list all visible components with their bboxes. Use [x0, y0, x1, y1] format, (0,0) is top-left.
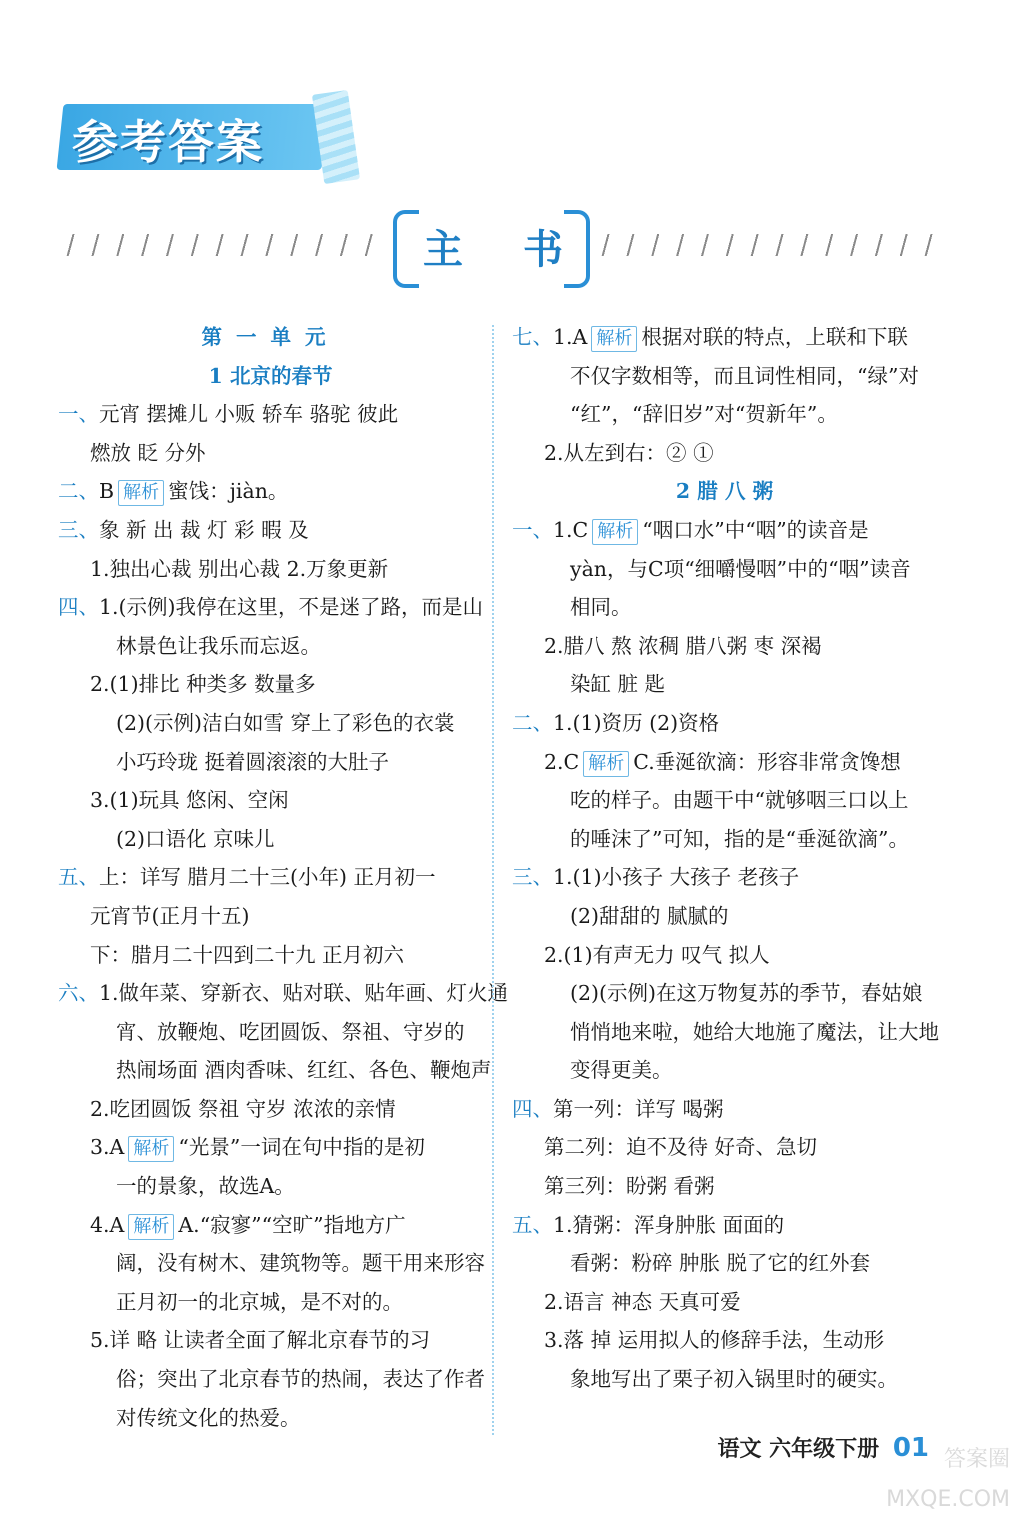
answer-text: 燃放 眨 分外: [90, 440, 206, 465]
answer-text: 正月初一的北京城，是不对的。: [116, 1289, 403, 1314]
answer-text: 阔，没有树木、建筑物等。题干用来形容: [116, 1251, 485, 1276]
answer-text: 一的景象，故选A。: [116, 1174, 295, 1199]
answer-text: 2.腊八 熬 浓稠 腊八粥 枣 深褐: [544, 633, 822, 658]
answer-line: [58, 1399, 483, 1438]
answer-text: 第三列：盼粥 看粥: [544, 1174, 715, 1199]
answer-line: [512, 1013, 937, 1052]
answer-line: [58, 1128, 483, 1167]
answer-text: 1.猜粥：浑身肿胀 面面的: [553, 1212, 785, 1237]
answer-text: 小巧玲珑 挺着圆滚滚的大肚子: [116, 749, 390, 774]
analysis-tag: 解析: [118, 480, 164, 506]
answer-line: [512, 357, 937, 396]
banner-ribbon: [312, 90, 360, 184]
answer-text: B: [99, 479, 115, 504]
answer-line: [58, 743, 483, 782]
answer-text: 2.C: [544, 749, 580, 774]
answer-text: 1.C: [553, 517, 589, 542]
answer-line: [58, 858, 483, 897]
answer-line: [512, 936, 937, 975]
answer-line: [512, 1167, 937, 1206]
answer-line: [58, 511, 483, 550]
answer-line: [58, 1283, 483, 1322]
answer-line: [512, 1090, 937, 1129]
answer-line: [512, 1321, 937, 1360]
answer-line: [512, 1360, 937, 1399]
answer-text: (2)口语化 京味儿: [116, 826, 275, 851]
answer-text: “红”，“辞旧岁”对“贺新年”。: [570, 402, 838, 427]
answer-line: [512, 1244, 937, 1283]
answer-text: 2.(1)排比 种类多 数量多: [90, 672, 316, 697]
answer-text: 染缸 脏 匙: [570, 672, 666, 697]
answer-text: (2)甜甜的 腻腻的: [570, 903, 729, 928]
analysis-text: 蜜饯：jiàn。: [168, 479, 289, 504]
right-answer-column: [512, 318, 937, 1399]
answer-line: [512, 550, 937, 589]
hatch-divider-left: [58, 234, 388, 256]
answer-text: (2)(示例)在这万物复苏的季节，春姑娘: [570, 981, 923, 1006]
answer-line: [58, 1090, 483, 1129]
answer-text: 5.详 略 让读者全面了解北京春节的习: [90, 1328, 431, 1353]
answer-line: [512, 743, 937, 782]
answer-text: 3.A: [90, 1135, 125, 1160]
section-title-right: 书: [523, 227, 563, 273]
analysis-tag: 解析: [591, 326, 637, 352]
answer-text: 象 新 出 裁 灯 彩 暇 及: [99, 517, 309, 542]
answer-banner: [60, 92, 360, 184]
question-number: 一、: [58, 402, 99, 427]
answer-line: [58, 704, 483, 743]
question-number: 一、: [512, 517, 553, 542]
answer-line: [512, 627, 937, 666]
analysis-tag: 解析: [128, 1214, 174, 1240]
answer-line: [512, 704, 937, 743]
answer-line: [512, 665, 937, 704]
answer-text: 元宵节(正月十五): [90, 903, 250, 928]
analysis-text: 根据对联的特点，上联和下联: [641, 325, 908, 349]
watermark: [840, 1440, 1010, 1530]
answer-line: [58, 665, 483, 704]
answer-line: [58, 974, 509, 1013]
answer-text: (2)(示例)洁白如雪 穿上了彩色的衣裳: [116, 710, 455, 735]
answer-line: [512, 1051, 937, 1090]
answer-text: 下：腊月二十四到二十九 正月初六: [90, 942, 405, 967]
answer-line: [58, 781, 483, 820]
lesson-heading: 1 北京的春节: [208, 363, 333, 388]
answer-line: [512, 1128, 937, 1167]
answer-text: 悄悄地来啦，她给大地施了魔法，让大地: [570, 1019, 939, 1044]
answer-line: [512, 858, 937, 897]
analysis-tag: 解析: [583, 751, 629, 777]
answer-text: 2.语言 神态 天真可爱: [544, 1289, 741, 1314]
answer-text: 2.吃团圆饭 祭祖 守岁 浓浓的亲情: [90, 1096, 396, 1121]
answer-line: [512, 820, 937, 859]
answer-text: 吃的样子。由题干中“就够咽三口以上: [570, 788, 909, 813]
section-title: [423, 218, 563, 275]
answer-text: 1.(1)资历 (2)资格: [553, 710, 720, 735]
answer-text: 4.A: [90, 1212, 125, 1237]
answer-text: 变得更美。: [570, 1058, 673, 1083]
answer-line: [512, 434, 937, 473]
answer-text: 相同。: [570, 595, 632, 620]
analysis-text: A.“寂寥”“空旷”指地方广: [178, 1212, 406, 1237]
unit-heading: 第一单元: [201, 325, 340, 349]
answer-text: 象地写出了栗子初入锅里时的硬实。: [570, 1367, 898, 1392]
answer-line: [512, 395, 937, 434]
answer-text: 看粥：粉碎 肿胀 脱了它的红外套: [570, 1251, 871, 1276]
question-number: 四、: [512, 1096, 553, 1121]
answer-text: 1.A: [553, 325, 588, 349]
answer-line: [512, 511, 937, 550]
answer-line: [58, 550, 483, 589]
answer-text: 热闹场面 酒肉香味、红红、各色、鞭炮声: [116, 1058, 492, 1083]
answer-line: [512, 781, 937, 820]
answer-line: [58, 588, 483, 627]
watermark-line1: 答案圈: [943, 1447, 1010, 1472]
answer-text: 俗；突出了北京春节的热闹，表达了作者: [116, 1367, 485, 1392]
answer-line: [512, 1206, 937, 1245]
question-number: 三、: [512, 865, 553, 890]
analysis-tag: 解析: [592, 519, 638, 545]
bracket-left-icon: [393, 210, 419, 288]
answer-text: yàn，与C项“细嚼慢咽”中的“咽”读音: [570, 556, 911, 581]
answer-line: [512, 1283, 937, 1322]
answer-line: [58, 434, 483, 473]
analysis-text: C.垂涎欲滴：形容非常贪馋想: [633, 749, 901, 774]
analysis-text: “光景”一词在句中指的是初: [178, 1135, 425, 1160]
page-number: 01: [892, 1433, 929, 1463]
answer-text: 1.(示例)我停在这里，不是迷了路，而是山: [99, 595, 484, 620]
answer-text: 元宵 摆摊儿 小贩 轿车 骆驼 彼此: [99, 402, 399, 427]
hatch-divider-right: [593, 234, 935, 256]
answer-text: 上：详写 腊月二十三(小年) 正月初一: [99, 865, 436, 890]
answer-text: 3.落 掉 运用拟人的修辞手法，生动形: [544, 1328, 885, 1353]
answer-text: 第二列：迫不及待 好奇、急切: [544, 1135, 818, 1160]
column-divider: [492, 325, 494, 1435]
footer-grade: 六年级下册: [769, 1437, 880, 1462]
answer-line: [512, 318, 937, 357]
answer-text: 对传统文化的热爱。: [116, 1405, 301, 1430]
section-title-left: 主: [423, 227, 463, 273]
answer-text: 1.(1)小孩子 大孩子 老孩子: [553, 865, 800, 890]
answer-line: [58, 472, 483, 511]
banner-title: 参考答案: [72, 115, 264, 169]
question-number: 四、: [58, 595, 99, 620]
answer-line: [58, 1206, 483, 1245]
answer-line: [512, 897, 937, 936]
answer-line: [512, 974, 937, 1013]
answer-line: [58, 627, 483, 666]
answer-line: [58, 1167, 483, 1206]
answer-line: [58, 1360, 483, 1399]
answer-text: 1.做年菜、穿新衣、贴对联、贴年画、灯火通: [99, 981, 509, 1006]
answer-text: 的唾沫了”可知，指的是“垂涎欲滴”。: [570, 826, 909, 851]
answer-line: [58, 820, 483, 859]
answer-text: 2.(1)有声无力 叹气 拟人: [544, 942, 770, 967]
answer-line: [58, 936, 483, 975]
lesson-heading: 2 腊 八 粥: [675, 479, 774, 504]
watermark-line2: MXQE.COM: [886, 1487, 1010, 1512]
answer-line: [512, 588, 937, 627]
question-number: 二、: [512, 710, 553, 735]
analysis-tag: 解析: [128, 1136, 174, 1162]
answer-text: 第一列：详写 喝粥: [553, 1096, 724, 1121]
answer-text: 2.从左到右：② ①: [544, 440, 714, 465]
left-answer-column: [58, 318, 509, 1437]
analysis-text: “咽口水”中“咽”的读音是: [642, 517, 869, 542]
question-number: 七、: [512, 325, 553, 349]
answer-text: 宵、放鞭炮、吃团圆饭、祭祖、守岁的: [116, 1019, 465, 1044]
section-header: [58, 210, 958, 282]
question-number: 五、: [512, 1212, 553, 1237]
answer-line: [58, 1244, 483, 1283]
bracket-right-icon: [564, 210, 590, 288]
answer-text: 1.独出心裁 别出心裁 2.万象更新: [90, 556, 389, 581]
answer-line: [58, 395, 483, 434]
question-number: 六、: [58, 981, 99, 1006]
answer-text: 3.(1)玩具 悠闲、空闲: [90, 788, 289, 813]
answer-text: 林景色让我乐而忘返。: [116, 633, 321, 658]
question-number: 五、: [58, 865, 99, 890]
question-number: 二、: [58, 479, 99, 504]
question-number: 三、: [58, 517, 99, 542]
footer-subject: 语文: [717, 1437, 762, 1462]
answer-line: [58, 1013, 483, 1052]
answer-line: [58, 897, 483, 936]
answer-line: [58, 1051, 492, 1090]
answer-line: [58, 1321, 483, 1360]
answer-text: 不仅字数相等，而且词性相同，“绿”对: [570, 363, 919, 388]
